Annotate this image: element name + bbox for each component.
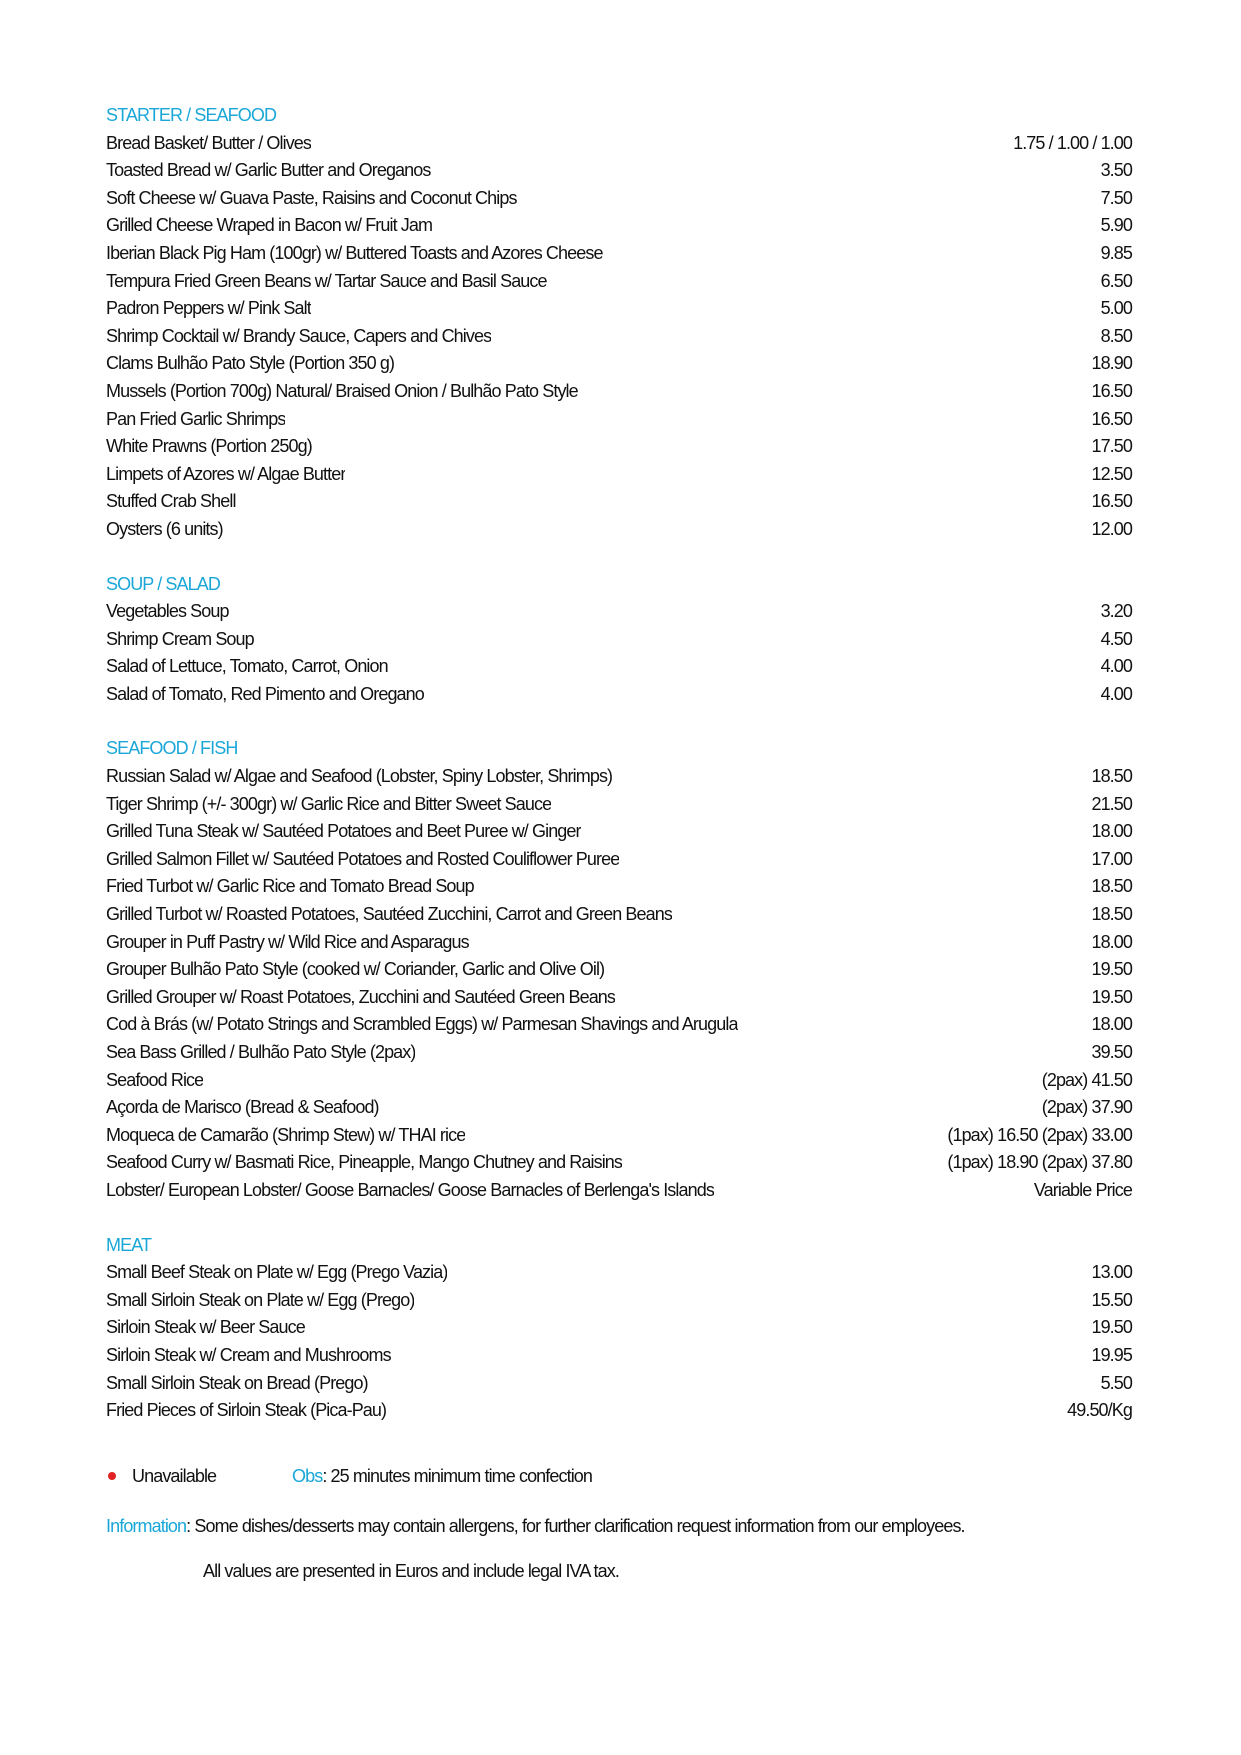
item-price: 3.20 (1100, 601, 1132, 622)
item-price: 4.50 (1100, 628, 1132, 649)
item-price: 18.00 (1091, 1014, 1132, 1035)
menu-list (106, 102, 1132, 1452)
legend (106, 1462, 592, 1490)
section-title: SOUP / SALAD (106, 573, 220, 594)
item-price: (2pax) 41.50 (1041, 1069, 1132, 1090)
menu-item (106, 488, 1132, 516)
item-name: Grilled Turbot w/ Roasted Potatoes, Sautéed Zucchini, Carrot and Green Beans (106, 904, 672, 925)
item-price: 7.50 (1100, 187, 1132, 208)
menu-item (106, 406, 1132, 434)
item-price: 39.50 (1091, 1042, 1132, 1062)
item-name: Padron Peppers w/ Pink Salt (106, 298, 311, 319)
item-name: Grilled Cheese Wraped in Bacon w/ Fruit Jam (106, 215, 433, 236)
menu-item (106, 1314, 1132, 1342)
item-name: Salad of Lettuce, Tomato, Carrot, Onion (106, 656, 388, 677)
item-name: Grilled Grouper w/ Roast Potatoes, Zucchini and Sautéed Green Beans (106, 986, 616, 1007)
item-name: White Prawns (Portion 250g) (106, 436, 312, 457)
menu-item (106, 763, 1132, 791)
item-price: 16.50 (1091, 408, 1132, 429)
item-name: Shrimp Cream Soup (106, 628, 254, 649)
menu-item (106, 1122, 1132, 1150)
menu-item (106, 818, 1132, 846)
item-price: 6.50 (1100, 270, 1132, 291)
menu-item (106, 901, 1132, 929)
item-name: Seafood Curry w/ Basmati Rice, Pineapple, Mango Chutney and Raisins (106, 1152, 622, 1173)
menu-item (106, 240, 1132, 268)
item-name: Grilled Salmon Fillet w/ Sautéed Potatoes and Rosted Couliflower Puree (106, 848, 620, 869)
item-price: 19.95 (1091, 1344, 1132, 1365)
item-name: Vegetables Soup (106, 601, 229, 622)
item-name: Tiger Shrimp (+/- 300gr) w/ Garlic Rice and Bitter Sweet Sauce (106, 793, 552, 814)
item-name: Cod à Brás (w/ Potato Strings and Scrambled Eggs) w/ Parmesan Shavings and Arugula (106, 1014, 738, 1035)
menu-item (106, 873, 1132, 901)
item-name: Açorda de Marisco (Bread & Seafood) (106, 1097, 379, 1118)
item-price: 5.00 (1100, 298, 1132, 319)
item-price: 16.50 (1091, 491, 1132, 512)
item-price: 18.90 (1091, 353, 1132, 374)
item-price: Variable Price (1033, 1179, 1132, 1200)
section-title: STARTER / SEAFOOD (106, 105, 277, 125)
item-price: 18.50 (1091, 904, 1132, 925)
item-name: Small Sirloin Steak on Plate w/ Egg (Prego) (106, 1289, 415, 1310)
menu-item (106, 846, 1132, 874)
item-name: Russian Salad w/ Algae and Seafood (Lobster, Spiny Lobster, Shrimps) (106, 766, 613, 787)
information-note (106, 1512, 965, 1540)
menu-section (106, 571, 1132, 709)
menu-item (106, 350, 1132, 378)
menu-item (106, 461, 1132, 489)
unavailable-dot-icon (108, 1472, 116, 1480)
item-price: (2pax) 37.90 (1041, 1097, 1132, 1118)
item-price: 3.50 (1100, 160, 1132, 181)
item-name: Iberian Black Pig Ham (100gr) w/ Buttered Toasts and Azores Cheese (106, 242, 603, 263)
menu-section (106, 1232, 1132, 1425)
item-price: 18.00 (1091, 931, 1132, 952)
item-price: 21.50 (1091, 793, 1132, 814)
information-text: : Some dishes/desserts may contain allergens, for further clarification request information from our employees. (186, 1516, 965, 1536)
item-price: 17.50 (1091, 436, 1132, 457)
item-price: 49.50/Kg (1067, 1400, 1132, 1421)
item-price: (1pax) 18.90 (2pax) 37.80 (947, 1152, 1132, 1173)
menu-item (106, 1259, 1132, 1287)
item-price: 15.50 (1091, 1289, 1132, 1310)
information-label: Information (106, 1516, 187, 1536)
item-name: Grouper Bulhão Pato Style (cooked w/ Coriander, Garlic and Olive Oil) (106, 959, 605, 980)
item-name: Mussels (Portion 700g) Natural/ Braised Onion / Bulhão Pato Style (106, 380, 578, 401)
item-name: Small Beef Steak on Plate w/ Egg (Prego Vazia) (106, 1262, 448, 1283)
menu-item (106, 130, 1132, 158)
menu-item (106, 681, 1132, 709)
menu-item (106, 929, 1132, 957)
menu-item (106, 1149, 1132, 1177)
menu-item (106, 185, 1132, 213)
item-price: 5.90 (1100, 215, 1132, 236)
item-name: Shrimp Cocktail w/ Brandy Sauce, Capers and Chives (106, 325, 492, 346)
item-name: Sea Bass Grilled / Bulhão Pato Style (2pax) (106, 1042, 416, 1062)
item-price: 1.75 / 1.00 / 1.00 (1013, 132, 1132, 153)
item-name: Limpets of Azores w/ Algae Butter (106, 463, 346, 484)
item-price: 4.00 (1100, 683, 1132, 704)
menu-item (106, 1287, 1132, 1315)
menu-item (106, 516, 1132, 544)
item-name: Small Sirloin Steak on Bread (Prego) (106, 1372, 368, 1393)
item-name: Fried Turbot w/ Garlic Rice and Tomato Bread Soup (106, 876, 474, 897)
item-name: Bread Basket/ Butter / Olives (106, 132, 311, 153)
item-price: 8.50 (1100, 325, 1132, 346)
item-name: Seafood Rice (106, 1069, 204, 1090)
item-price: 16.50 (1091, 380, 1132, 401)
menu-item (106, 323, 1132, 351)
item-price: 19.50 (1091, 1317, 1132, 1338)
item-name: Moqueca de Camarão (Shrimp Stew) w/ THAI rice (106, 1124, 466, 1145)
item-price: 18.50 (1091, 876, 1132, 897)
item-name: Oysters (6 units) (106, 518, 223, 539)
section-title: SEAFOOD / FISH (106, 738, 238, 759)
menu-item (106, 626, 1132, 654)
menu-item (106, 653, 1132, 681)
menu-item (106, 1039, 1132, 1067)
menu-item (106, 956, 1132, 984)
item-price: 12.50 (1091, 463, 1132, 484)
unavailable-label: Unavailable (132, 1466, 217, 1486)
item-name: Toasted Bread w/ Garlic Butter and Oreganos (106, 160, 431, 181)
item-price: 17.00 (1091, 848, 1132, 869)
item-price: 12.00 (1091, 518, 1132, 539)
item-name: Soft Cheese w/ Guava Paste, Raisins and Coconut Chips (106, 187, 517, 208)
item-name: Stuffed Crab Shell (106, 491, 236, 512)
menu-item (106, 378, 1132, 406)
menu-section (106, 735, 1132, 1204)
obs-label: Obs (292, 1466, 323, 1486)
menu-item (106, 1011, 1132, 1039)
item-price: 18.50 (1091, 766, 1132, 787)
item-price: (1pax) 16.50 (2pax) 33.00 (947, 1124, 1132, 1145)
menu-item (106, 1342, 1132, 1370)
menu-item (106, 1397, 1132, 1425)
item-price: 4.00 (1100, 656, 1132, 677)
tax-note: All values are presented in Euros and include legal IVA tax. (203, 1561, 619, 1581)
menu-item (106, 212, 1132, 240)
obs-text: : 25 minutes minimum time confection (322, 1466, 593, 1486)
item-name: Clams Bulhão Pato Style (Portion 350 g) (106, 353, 395, 374)
item-name: Salad of Tomato, Red Pimento and Oregano (106, 683, 424, 704)
item-price: 5.50 (1100, 1372, 1132, 1393)
menu-item (106, 157, 1132, 185)
item-name: Sirloin Steak w/ Beer Sauce (106, 1317, 305, 1338)
menu-item (106, 1177, 1132, 1205)
item-name: Grilled Tuna Steak w/ Sautéed Potatoes and Beet Puree w/ Ginger (106, 821, 581, 842)
menu-item (106, 1067, 1132, 1095)
item-name: Fried Pieces of Sirloin Steak (Pica-Pau) (106, 1400, 387, 1421)
menu-item (106, 598, 1132, 626)
menu-section (106, 102, 1132, 544)
item-price: 18.00 (1091, 821, 1132, 842)
menu-item (106, 268, 1132, 296)
menu-item (106, 1370, 1132, 1398)
item-name: Grouper in Puff Pastry w/ Wild Rice and Asparagus (106, 931, 469, 952)
item-name: Lobster/ European Lobster/ Goose Barnacles/ Goose Barnacles of Berlenga's Islands (106, 1179, 714, 1200)
item-price: 9.85 (1100, 242, 1132, 263)
item-price: 19.50 (1091, 959, 1132, 980)
menu-item (106, 295, 1132, 323)
menu-item (106, 791, 1132, 819)
item-name: Sirloin Steak w/ Cream and Mushrooms (106, 1344, 391, 1365)
menu-item (106, 1094, 1132, 1122)
section-title: MEAT (106, 1234, 152, 1255)
item-name: Tempura Fried Green Beans w/ Tartar Sauce and Basil Sauce (106, 270, 547, 291)
item-price: 13.00 (1091, 1262, 1132, 1283)
item-name: Pan Fried Garlic Shrimps (106, 408, 286, 429)
menu-item (106, 984, 1132, 1012)
item-price: 19.50 (1091, 986, 1132, 1007)
menu-item (106, 433, 1132, 461)
